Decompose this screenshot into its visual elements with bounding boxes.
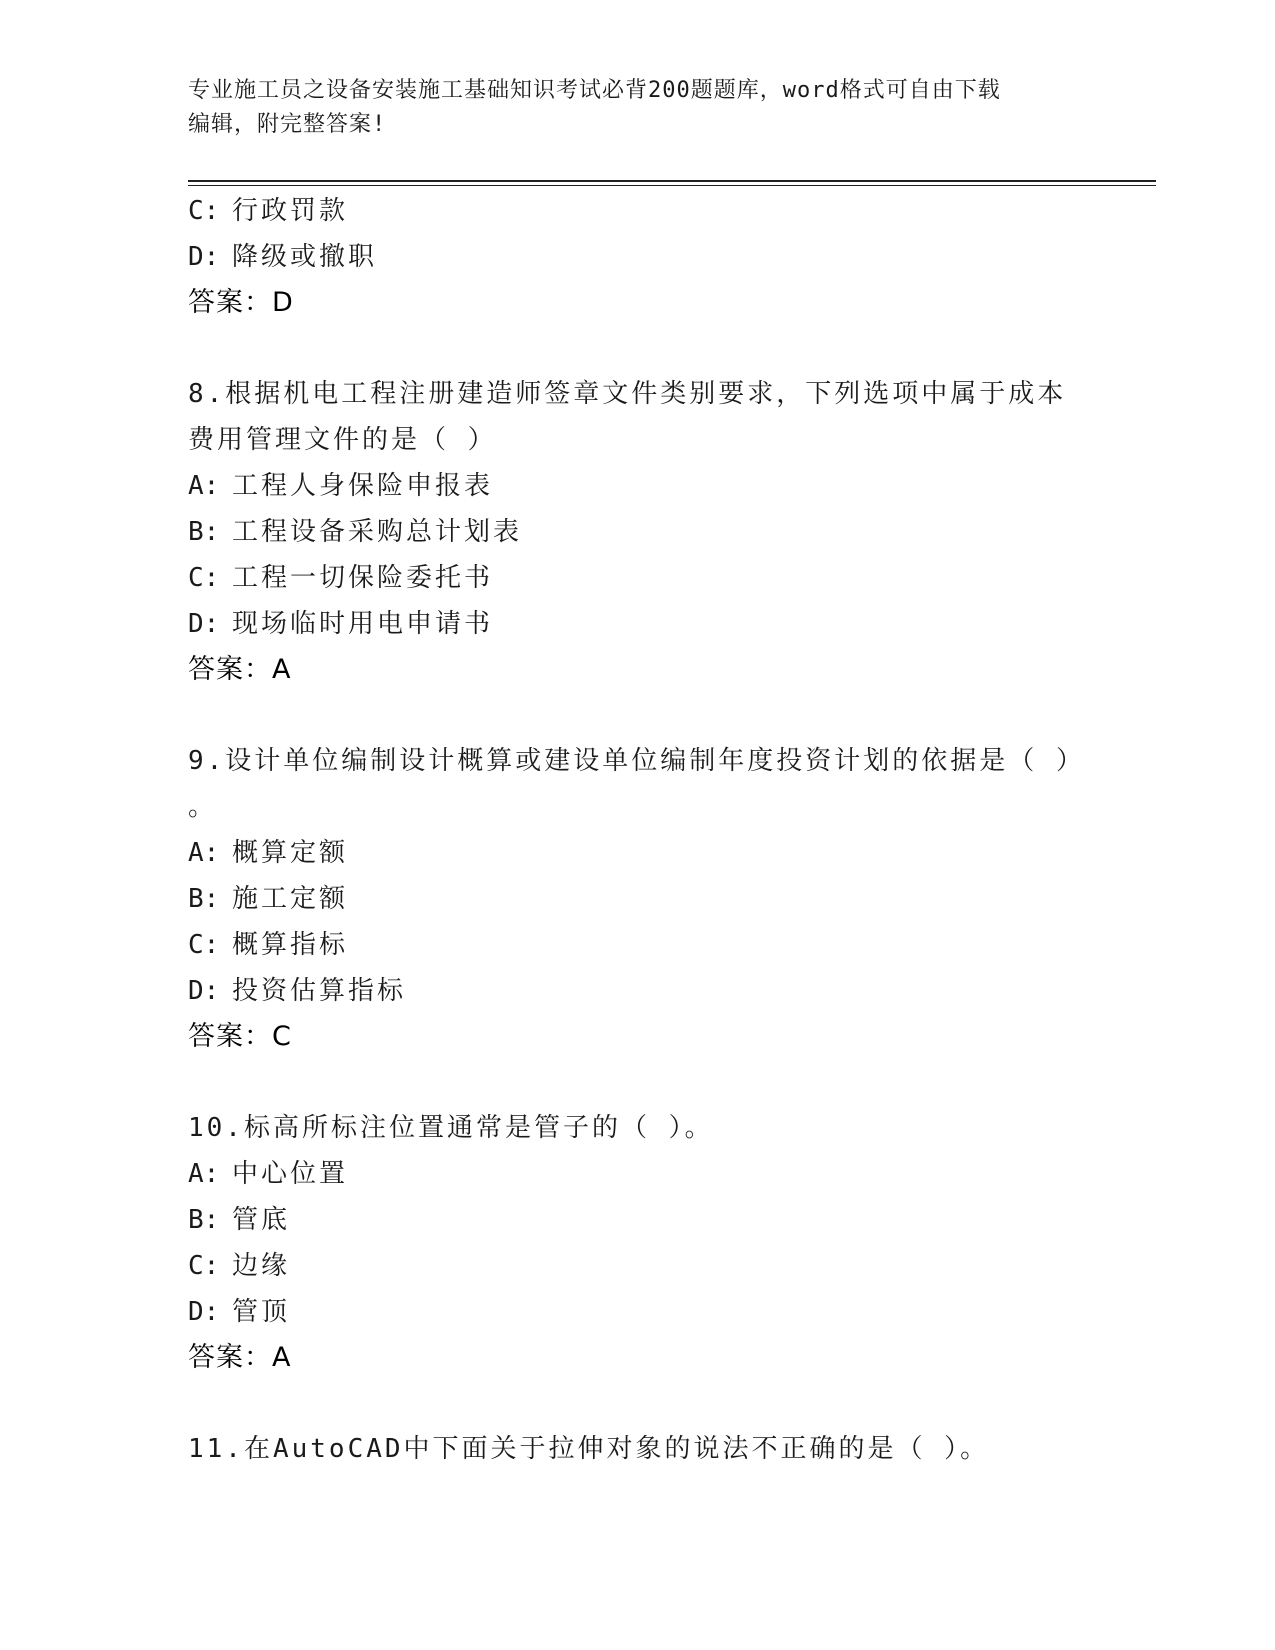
question-stem-cont: 费用管理文件的是（ ） (188, 425, 497, 455)
option-c: C: 边缘 (188, 1251, 291, 1281)
answer: 答案：A (188, 1342, 292, 1373)
option-a: A: 中心位置 (188, 1159, 349, 1189)
option-a: A: 概算定额 (188, 838, 349, 868)
answer: 答案：C (188, 1021, 292, 1052)
question-stem: 9.设计单位编制设计概算或建设单位编制年度投资计划的依据是（ ） (188, 746, 1085, 776)
option-d: D: 投资估算指标 (188, 976, 407, 1006)
header-divider-thick (188, 180, 1156, 182)
option-a: A: 工程人身保险申报表 (188, 471, 494, 501)
question-8 (188, 371, 1088, 693)
option-b: B: 管底 (188, 1205, 291, 1235)
header-title-line2: 编辑，附完整答案! (188, 112, 387, 137)
option-c: C: 行政罚款 (188, 196, 349, 226)
header-title-line1: 专业施工员之设备安装施工基础知识考试必背200题题库，word格式可自由下载 (188, 78, 1001, 103)
question-9 (188, 738, 1088, 1060)
option-c: C: 工程一切保险委托书 (188, 563, 494, 593)
answer: 答案：A (188, 654, 292, 685)
option-d: D: 管顶 (188, 1297, 291, 1327)
header-divider-thin (188, 185, 1156, 186)
question-stem: 11.在AutoCAD中下面关于拉伸对象的说法不正确的是（ ）。 (188, 1434, 990, 1464)
question-stem: 10.标高所标注位置通常是管子的（ ）。 (188, 1113, 714, 1143)
option-d: D: 现场临时用电申请书 (188, 609, 494, 639)
question-stem-cont: 。 (188, 792, 218, 822)
question-stem: 8.根据机电工程注册建造师签章文件类别要求，下列选项中属于成本 (188, 379, 1067, 409)
question-11 (188, 1426, 1088, 1472)
document-header (188, 74, 1088, 142)
question-list (188, 188, 1088, 1472)
question-10 (188, 1105, 1088, 1381)
option-c: C: 概算指标 (188, 930, 349, 960)
option-d: D: 降级或撤职 (188, 242, 378, 272)
answer: 答案：D (188, 287, 294, 318)
question-7 (188, 188, 1088, 326)
option-b: B: 工程设备采购总计划表 (188, 517, 523, 547)
option-b: B: 施工定额 (188, 884, 349, 914)
